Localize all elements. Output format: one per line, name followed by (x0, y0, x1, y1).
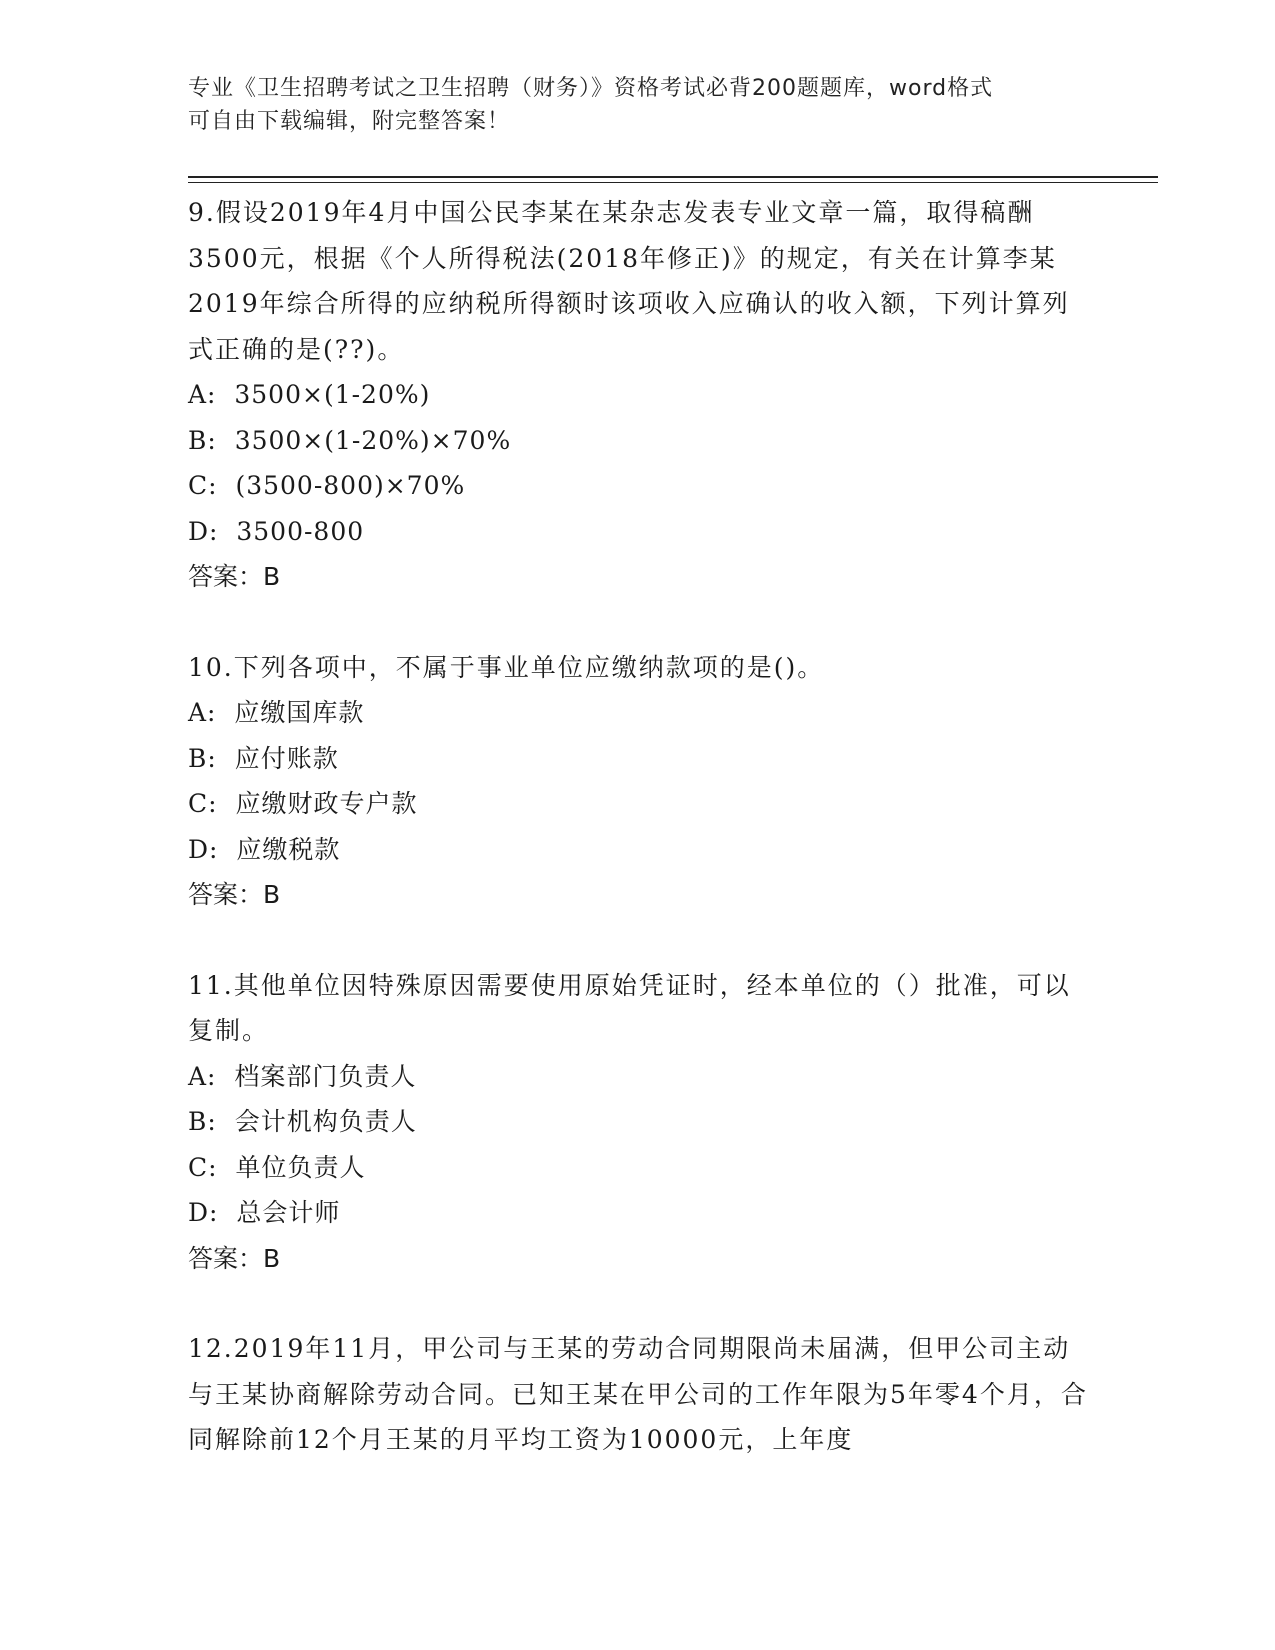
question-9 (188, 190, 1088, 600)
option-c: C: (3500-800)×70% (188, 471, 466, 500)
option-d: D: 应缴税款 (188, 834, 341, 864)
header-title-line2: 可自由下载编辑，附完整答案！ (188, 109, 511, 134)
option-b: B: 会计机构负责人 (188, 1107, 417, 1136)
option-d: D: 总会计师 (188, 1198, 341, 1227)
answer: 答案：B (188, 562, 281, 591)
option-c: C: 应缴财政专户款 (188, 789, 418, 818)
question-text: 9.假设2019年4月中国公民李某在某杂志发表专业文章一篇，取得稿酬3500元，根据《个人所得税法(2018年修正)》的规定，有关在计算李某2019年综合所得的应纳税所得额时该项收入应确认的收入额，下列计算列式正确的是(??)。 (188, 198, 1070, 364)
answer: 答案：B (188, 1243, 281, 1273)
question-10 (188, 645, 1088, 918)
question-list (188, 190, 1088, 1463)
header-divider-thin (188, 182, 1158, 183)
spacer (188, 918, 1088, 963)
spacer (188, 1281, 1088, 1326)
question-text: 12.2019年11月，甲公司与王某的劳动合同期限尚未届满，但甲公司主动与王某协商解除劳动合同。已知王某在甲公司的工作年限为5年零4个月，合同解除前12个月王某的月平均工资为10000元，上年度 (188, 1334, 1088, 1454)
document-header (188, 72, 1068, 138)
option-b: B: 3500×(1-20%)×70% (188, 425, 512, 455)
header-divider-thick (188, 176, 1158, 178)
option-b: B: 应付账款 (188, 743, 339, 773)
header-title-line1: 专业《卫生招聘考试之卫生招聘（财务）》资格考试必背200题题库，word格式 (188, 76, 994, 101)
option-a: A: 应缴国库款 (188, 698, 365, 727)
option-a: A: 3500×(1-20%) (188, 380, 431, 409)
answer: 答案：B (188, 880, 281, 909)
question-text: 10.下列各项中，不属于事业单位应缴纳款项的是()。 (188, 652, 825, 682)
question-12 (188, 1326, 1088, 1463)
option-c: C: 单位负责人 (188, 1152, 366, 1182)
option-d: D: 3500-800 (188, 516, 365, 546)
question-text: 11.其他单位因特殊原因需要使用原始凭证时，经本单位的（）批准，可以复制。 (188, 970, 1071, 1045)
question-11 (188, 963, 1088, 1282)
spacer (188, 600, 1088, 645)
option-a: A: 档案部门负责人 (188, 1061, 417, 1091)
